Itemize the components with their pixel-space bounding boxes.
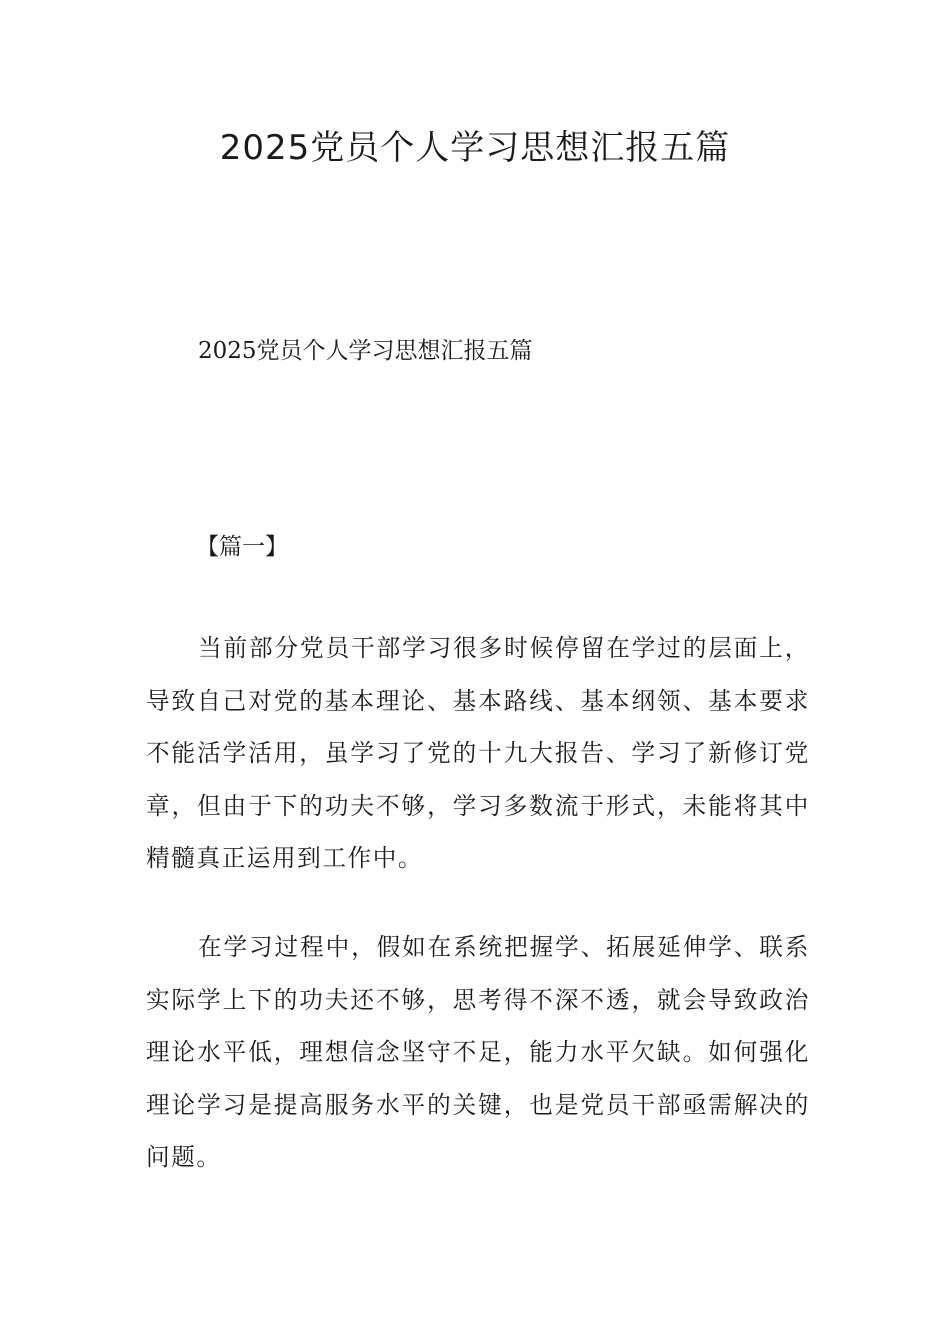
paragraph: 当前部分党员干部学习很多时候停留在学过的层面上，导致自己对党的基本理论、基本路线、基本纲领、基本要求不能活学活用，虽学习了党的十九大报告、学习了新修订党章，但由于下的功夫不够，学习多数流于形式，未能将其中精髓真正运用到工作中。: [146, 634, 810, 873]
section-label: 【篇一】: [196, 534, 288, 560]
document-title: 2025党员个人学习思想汇报五篇: [219, 128, 731, 168]
paragraph: 在学习过程中，假如在系统把握学、拓展延伸学、联系实际学上下的功夫还不够，思考得不深不透，就会导致政治理论水平低，理想信念坚守不足，能力水平欠缺。如何强化理论学习是提高服务水平的关键，也是党员干部亟需解决的问题。: [146, 933, 810, 1172]
document-subtitle: 2025党员个人学习思想汇报五篇: [198, 338, 533, 364]
